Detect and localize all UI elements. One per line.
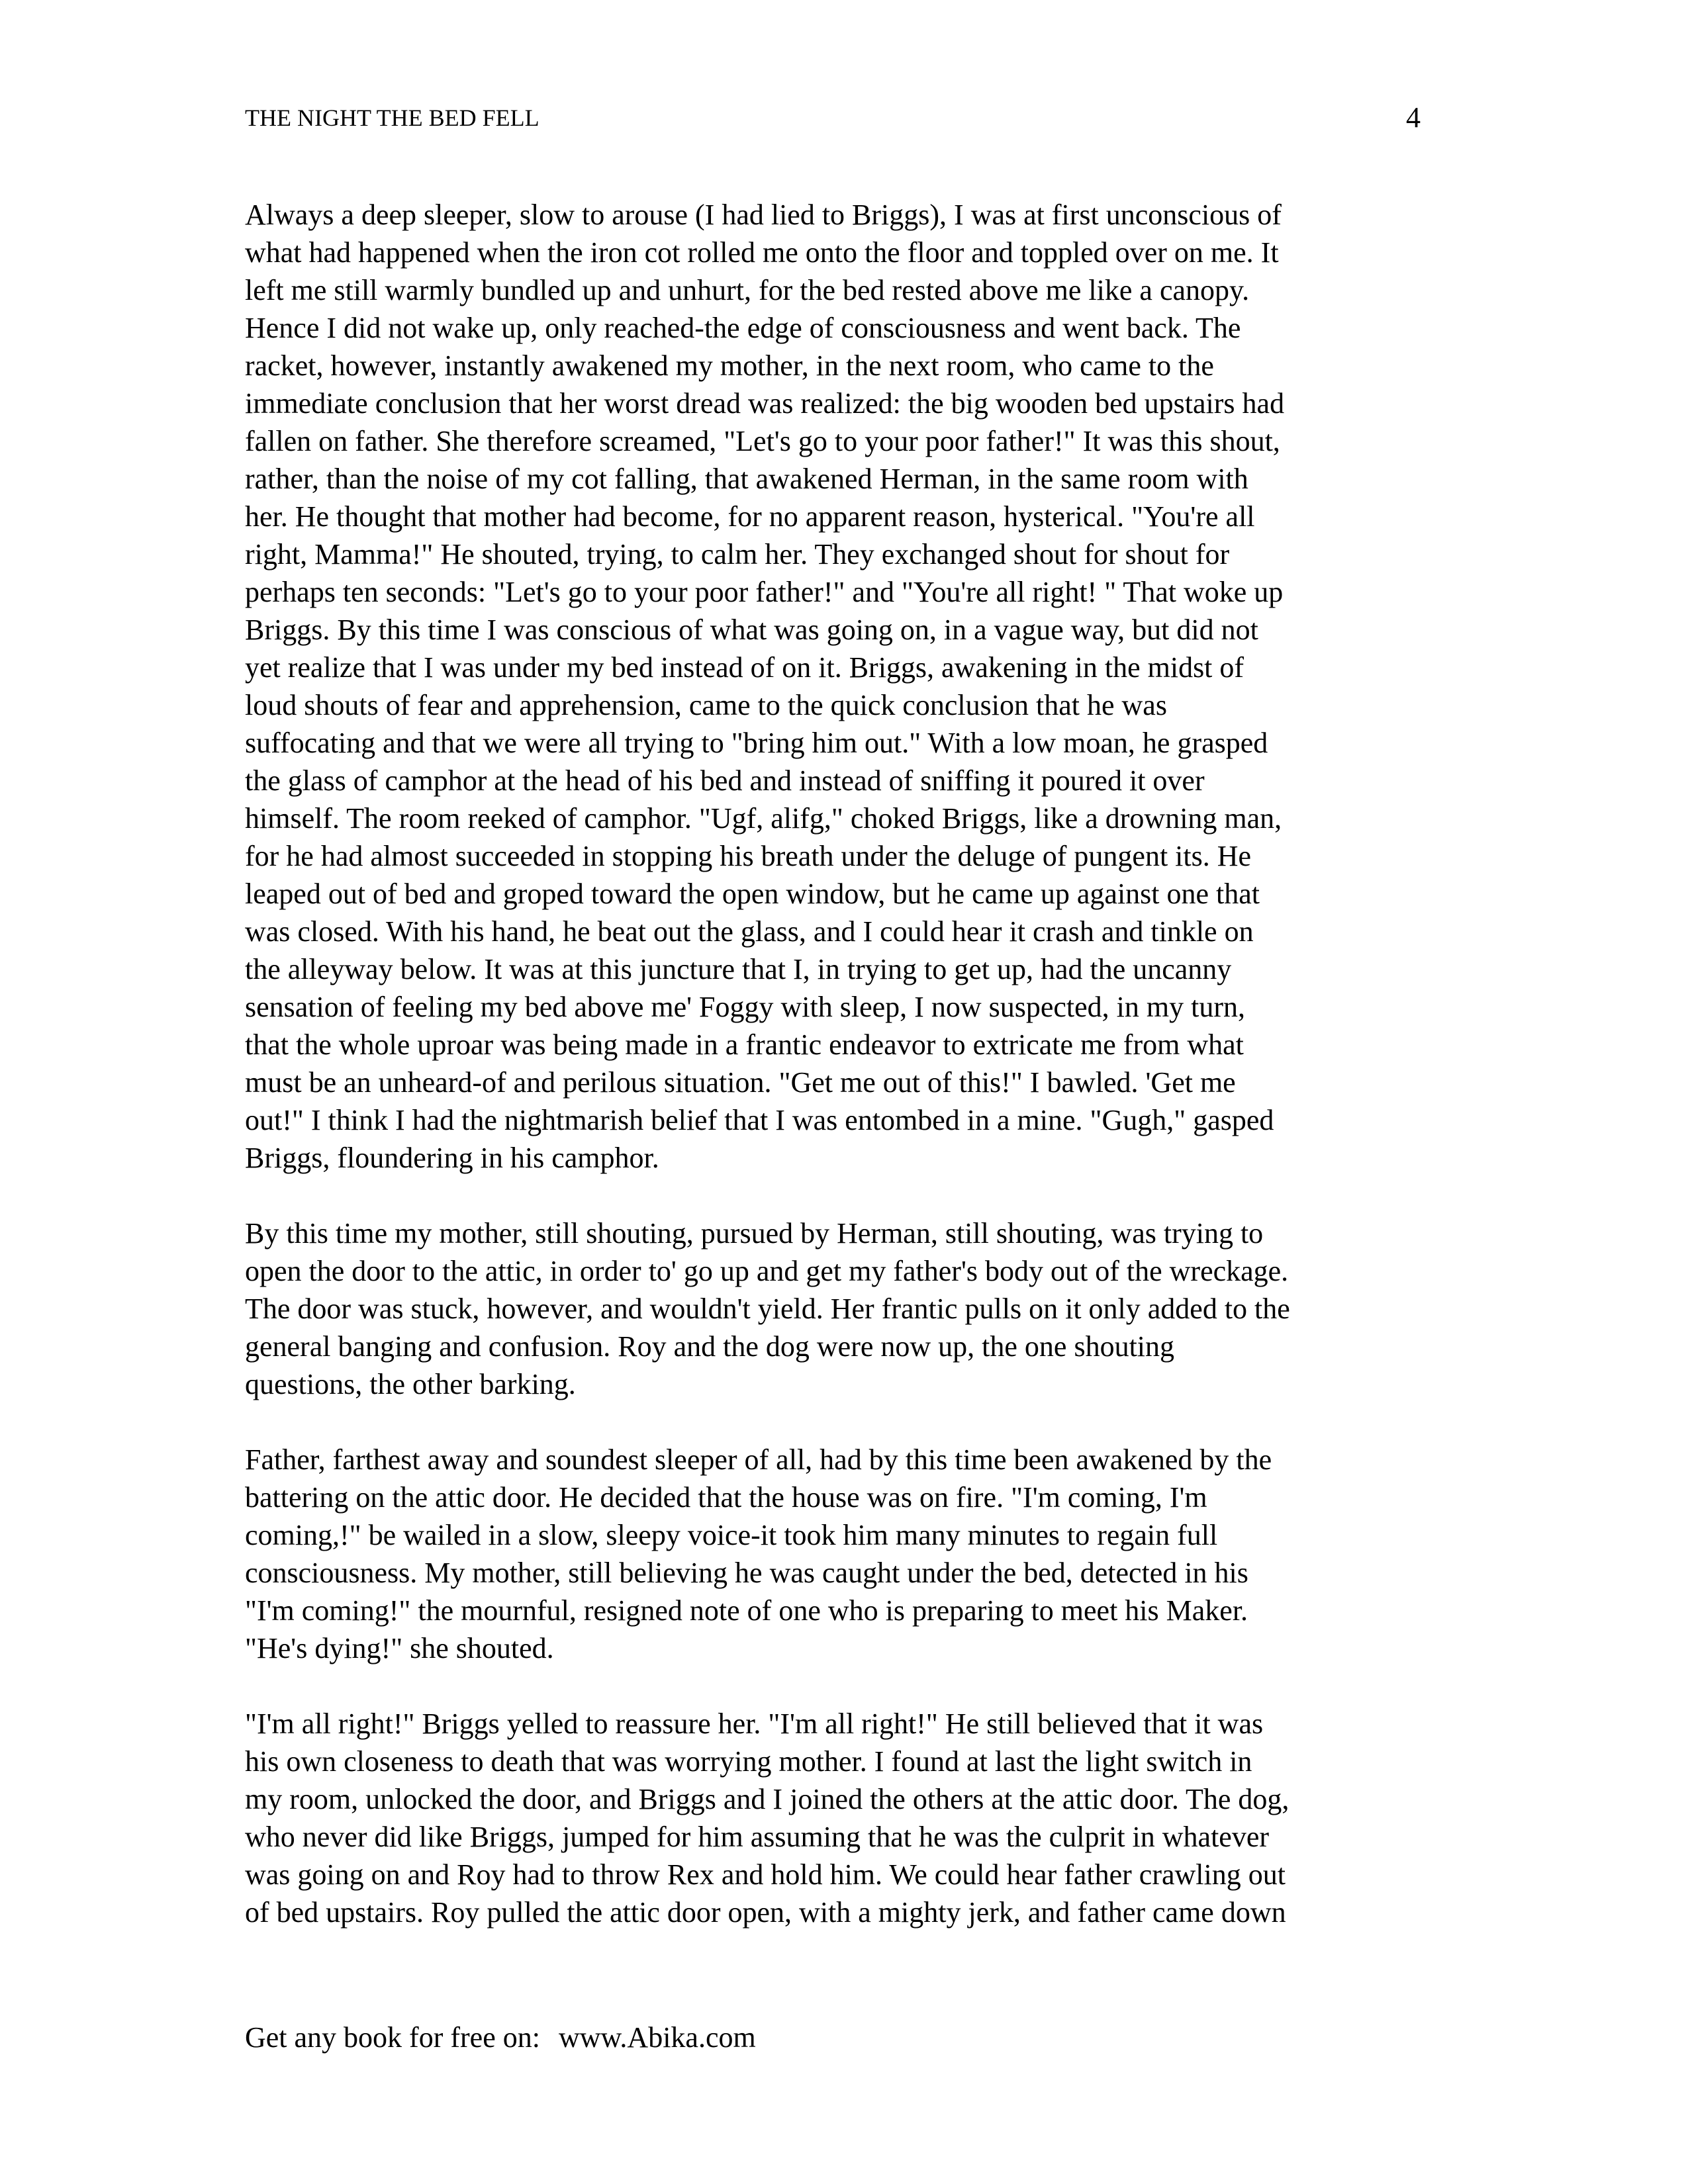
text-line: her. He thought that mother had become, for no apparent reason, hysterical. "You're all bbox=[245, 500, 1255, 533]
text-line: open the door to the attic, in order to' go up and get my father's body out of the wreckage. bbox=[245, 1255, 1289, 1287]
text-line: "I'm all right!" Briggs yelled to reassure her. "I'm all right!" He still believed that it was bbox=[245, 1707, 1264, 1740]
text-line: immediate conclusion that her worst dread was realized: the big wooden bed upstairs had bbox=[245, 387, 1285, 420]
text-line: By this time my mother, still shouting, pursued by Herman, still shouting, was trying to bbox=[245, 1217, 1264, 1250]
text-line: my room, unlocked the door, and Briggs and I joined the others at the attic door. The dog, bbox=[245, 1783, 1289, 1815]
text-line: out!" I think I had the nightmarish belief that I was entombed in a mine. "Gugh," gasped bbox=[245, 1104, 1274, 1136]
text-line: right, Mamma!" He shouted, trying, to calm her. They exchanged shout for shout for bbox=[245, 538, 1230, 570]
text-line: perhaps ten seconds: "Let's go to your poor father!" and "You're all right! " That woke up bbox=[245, 576, 1284, 608]
text-line: for he had almost succeeded in stopping his breath under the deluge of pungent its. He bbox=[245, 840, 1252, 872]
text-line: rather, than the noise of my cot falling, that awakened Herman, in the same room with bbox=[245, 463, 1248, 495]
text-line: Father, farthest away and soundest sleeper of all, had by this time been awakened by the bbox=[245, 1443, 1272, 1476]
paragraph bbox=[245, 1705, 1450, 1931]
text-line: "I'm coming!" the mournful, resigned note of one who is preparing to meet his Maker. bbox=[245, 1594, 1248, 1627]
text-line: racket, however, instantly awakened my mother, in the next room, who came to the bbox=[245, 349, 1214, 382]
text-line: Briggs, floundering in his camphor. bbox=[245, 1142, 659, 1174]
text-line: general banging and confusion. Roy and the dog were now up, the one shouting bbox=[245, 1330, 1175, 1363]
footer-label: Get any book for free on: bbox=[245, 2021, 540, 2054]
text-line: battering on the attic door. He decided that the house was on fire. "I'm coming, I'm bbox=[245, 1481, 1207, 1514]
text-line: that the whole uproar was being made in a frantic endeavor to extricate me from what bbox=[245, 1028, 1244, 1061]
paragraph bbox=[245, 196, 1450, 1177]
text-line: was closed. With his hand, he beat out the glass, and I could hear it crash and tinkle on bbox=[245, 915, 1254, 948]
text-line: must be an unheard-of and perilous situation. "Get me out of this!" I bawled. 'Get me bbox=[245, 1066, 1236, 1099]
text-line: yet realize that I was under my bed instead of on it. Briggs, awakening in the midst of bbox=[245, 651, 1244, 684]
text-line: suffocating and that we were all trying to "bring him out." With a low moan, he grasped bbox=[245, 727, 1268, 759]
paragraph bbox=[245, 1214, 1450, 1403]
text-line: consciousness. My mother, still believing he was caught under the bed, detected in his bbox=[245, 1557, 1248, 1589]
paragraph bbox=[245, 1441, 1450, 1667]
text-line: The door was stuck, however, and wouldn't yield. Her frantic pulls on it only added to the bbox=[245, 1293, 1290, 1325]
text-line: leaped out of bed and groped toward the open window, but he came up against one that bbox=[245, 878, 1260, 910]
text-line: Always a deep sleeper, slow to arouse (I had lied to Briggs), I was at first unconscious of bbox=[245, 199, 1282, 231]
text-line: the alleyway below. It was at this juncture that I, in trying to get up, had the uncanny bbox=[245, 953, 1232, 985]
header-title: THE NIGHT THE BED FELL bbox=[245, 105, 539, 131]
text-line: Briggs. By this time I was conscious of what was going on, in a vague way, but did not bbox=[245, 614, 1258, 646]
text-line: Hence I did not wake up, only reached-the edge of consciousness and went back. The bbox=[245, 312, 1241, 344]
text-line: himself. The room reeked of camphor. "Ugf, alifg," choked Briggs, like a drowning man, bbox=[245, 802, 1282, 835]
text-line: the glass of camphor at the head of his bed and instead of sniffing it poured it over bbox=[245, 764, 1205, 797]
text-line: of bed upstairs. Roy pulled the attic door open, with a mighty jerk, and father came down bbox=[245, 1896, 1286, 1929]
text-line: what had happened when the iron cot rolled me onto the floor and toppled over on me. It bbox=[245, 236, 1279, 269]
footer-link[interactable]: www.Abika.com bbox=[558, 2021, 756, 2054]
footer bbox=[245, 2021, 756, 2055]
text-line: loud shouts of fear and apprehension, came to the quick conclusion that he was bbox=[245, 689, 1167, 721]
body-text bbox=[245, 196, 1450, 1969]
text-line: left me still warmly bundled up and unhurt, for the bed rested above me like a canopy. bbox=[245, 274, 1250, 306]
text-line: coming,!" be wailed in a slow, sleepy voice-it took him many minutes to regain full bbox=[245, 1519, 1218, 1551]
text-line: who never did like Briggs, jumped for him assuming that he was the culprit in whatever bbox=[245, 1821, 1270, 1853]
text-line: his own closeness to death that was worrying mother. I found at last the light switch in bbox=[245, 1745, 1252, 1778]
page-number: 4 bbox=[1406, 101, 1421, 134]
text-line: "He's dying!" she shouted. bbox=[245, 1632, 554, 1664]
text-line: questions, the other barking. bbox=[245, 1368, 576, 1400]
text-line: sensation of feeling my bed above me' Foggy with sleep, I now suspected, in my turn, bbox=[245, 991, 1245, 1023]
text-line: fallen on father. She therefore screamed, "Let's go to your poor father!" It was this shout, bbox=[245, 425, 1280, 457]
text-line: was going on and Roy had to throw Rex and hold him. We could hear father crawling out bbox=[245, 1858, 1286, 1891]
